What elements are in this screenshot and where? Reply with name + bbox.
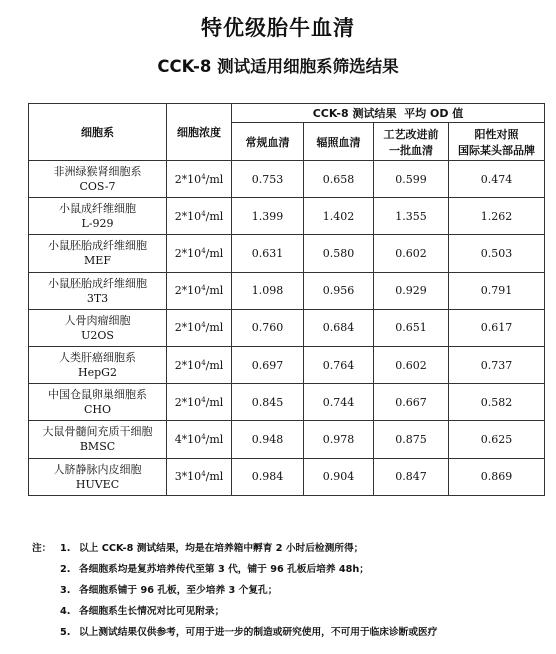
cell-line-cell — [29, 161, 167, 198]
concentration-unit: /ml — [205, 321, 224, 335]
od-value-cell: 0.684 — [304, 309, 374, 346]
concentration-cell — [167, 198, 232, 235]
note-number: 5. — [60, 627, 71, 638]
concentration-cell — [167, 161, 232, 198]
cell-line-code: BMSC — [79, 440, 116, 454]
table-row — [29, 458, 545, 495]
cell-line-cell — [29, 235, 167, 272]
concentration-exponent: 4 — [201, 246, 206, 255]
results-body — [29, 161, 545, 496]
note-item — [32, 559, 552, 580]
note-number: 2. — [60, 564, 71, 575]
od-value-cell: 0.956 — [304, 272, 374, 309]
od-value-cell: 0.753 — [232, 161, 304, 198]
concentration-exponent: 4 — [201, 172, 206, 181]
cell-line-code: MEF — [84, 254, 111, 268]
concentration-cell — [167, 384, 232, 421]
cell-line-cell — [29, 198, 167, 235]
od-value-cell: 0.631 — [232, 235, 304, 272]
page-title: 特优级胎牛血清 — [201, 16, 355, 40]
cell-line-code: L-929 — [81, 217, 114, 231]
od-value-cell: 0.667 — [374, 384, 449, 421]
od-value-cell: 0.760 — [232, 309, 304, 346]
cell-line-name: 人脐静脉内皮细胞 — [53, 462, 142, 476]
notes-prefix: 注： — [32, 543, 52, 554]
cell-line-name: 大鼠骨髓间充质干细胞 — [42, 425, 153, 439]
od-value-cell: 0.845 — [232, 384, 304, 421]
cell-line-code: HepG2 — [78, 366, 117, 380]
header-positive-control: 阳性对照 国际某头部品牌 — [449, 123, 545, 161]
od-value-cell: 0.503 — [449, 235, 545, 272]
note-text: 各细胞系生长情况对比可见附录； — [79, 606, 225, 617]
concentration-unit: /ml — [205, 395, 224, 409]
note-item — [32, 538, 552, 559]
od-value-cell: 0.580 — [304, 235, 374, 272]
table-row — [29, 421, 545, 458]
concentration-cell — [167, 309, 232, 346]
od-value-cell: 0.599 — [374, 161, 449, 198]
od-value-cell: 0.764 — [304, 346, 374, 383]
od-value-cell: 0.869 — [449, 458, 545, 495]
table-row — [29, 384, 545, 421]
cell-line-name: 中国仓鼠卵巢细胞系 — [48, 388, 147, 402]
header-regular-serum: 常规血清 — [232, 123, 304, 161]
header-pre-improvement-serum: 工艺改进前 一批血清 — [374, 123, 449, 161]
od-value-cell: 0.697 — [232, 346, 304, 383]
concentration-cell — [167, 272, 232, 309]
cell-line-cell — [29, 346, 167, 383]
cell-line-code: COS-7 — [79, 180, 116, 194]
od-value-cell: 0.791 — [449, 272, 545, 309]
od-value-cell: 0.737 — [449, 346, 545, 383]
note-number: 4. — [60, 606, 71, 617]
od-value-cell: 0.744 — [304, 384, 374, 421]
table-row — [29, 198, 545, 235]
note-item — [32, 601, 552, 622]
table-row — [29, 235, 545, 272]
od-value-cell: 0.948 — [232, 421, 304, 458]
concentration-base: 2*10 — [174, 172, 202, 186]
od-value-cell: 0.474 — [449, 161, 545, 198]
header-cell-line: 细胞系 — [29, 104, 167, 161]
od-value-cell: 0.602 — [374, 346, 449, 383]
concentration-exponent: 4 — [201, 284, 206, 293]
concentration-cell — [167, 421, 232, 458]
concentration-base: 2*10 — [174, 358, 202, 372]
od-value-cell: 0.602 — [374, 235, 449, 272]
concentration-base: 2*10 — [174, 395, 202, 409]
od-value-cell: 0.984 — [232, 458, 304, 495]
note-item — [32, 580, 552, 601]
cell-line-code: HUVEC — [75, 477, 120, 491]
od-value-cell: 0.617 — [449, 309, 545, 346]
concentration-base: 2*10 — [174, 284, 202, 298]
concentration-unit: /ml — [205, 470, 224, 484]
cell-line-name: 小鼠胚胎成纤维细胞 — [48, 239, 147, 253]
concentration-base: 2*10 — [174, 209, 202, 223]
note-number: 1. — [60, 543, 71, 554]
concentration-exponent: 4 — [201, 321, 206, 330]
note-text: 各细胞系铺于 96 孔板，至少培养 3 个复孔； — [79, 585, 278, 596]
header-irradiated-serum: 辐照血清 — [304, 123, 374, 161]
cell-line-code: U2OS — [81, 328, 114, 342]
results-table — [28, 103, 545, 496]
od-value-cell: 0.658 — [304, 161, 374, 198]
od-value-cell: 0.875 — [374, 421, 449, 458]
od-value-cell: 0.582 — [449, 384, 545, 421]
od-value-cell: 0.904 — [304, 458, 374, 495]
page-subtitle: CCK-8 测试适用细胞系筛选结果 — [157, 57, 399, 76]
concentration-unit: /ml — [205, 209, 224, 223]
od-value-cell: 0.929 — [374, 272, 449, 309]
header-concentration: 细胞浓度 — [167, 104, 232, 161]
cell-line-name: 人类肝癌细胞系 — [59, 351, 136, 365]
concentration-base: 3*10 — [174, 470, 202, 484]
concentration-unit: /ml — [205, 246, 224, 260]
concentration-unit: /ml — [205, 358, 224, 372]
table-row — [29, 272, 545, 309]
od-value-cell: 1.355 — [374, 198, 449, 235]
concentration-exponent: 4 — [201, 209, 206, 218]
cell-line-cell — [29, 458, 167, 495]
od-value-cell: 0.625 — [449, 421, 545, 458]
concentration-cell — [167, 235, 232, 272]
notes-section — [32, 538, 552, 643]
table-row — [29, 309, 545, 346]
note-item — [32, 622, 552, 643]
table-row — [29, 161, 545, 198]
concentration-cell — [167, 346, 232, 383]
concentration-base: 2*10 — [174, 321, 202, 335]
cell-line-code: 3T3 — [86, 291, 109, 305]
concentration-cell — [167, 458, 232, 495]
cell-line-cell — [29, 309, 167, 346]
cell-line-code: CHO — [83, 403, 112, 417]
concentration-base: 4*10 — [174, 432, 202, 446]
concentration-unit: /ml — [205, 432, 224, 446]
od-value-cell: 0.978 — [304, 421, 374, 458]
cell-line-name: 非洲绿猴肾细胞系 — [53, 165, 142, 179]
table-row — [29, 346, 545, 383]
concentration-base: 2*10 — [174, 246, 202, 260]
concentration-exponent: 4 — [201, 470, 206, 479]
cell-line-name: 小鼠胚胎成纤维细胞 — [48, 276, 147, 290]
note-number: 3. — [60, 585, 71, 596]
header-od-group: CCK-8 测试结果 平均 OD 值 — [232, 104, 545, 123]
od-value-cell: 0.847 — [374, 458, 449, 495]
concentration-exponent: 4 — [201, 358, 206, 367]
od-value-cell: 1.098 — [232, 272, 304, 309]
od-value-cell: 0.651 — [374, 309, 449, 346]
cell-line-cell — [29, 421, 167, 458]
concentration-exponent: 4 — [201, 432, 206, 441]
od-value-cell: 1.262 — [449, 198, 545, 235]
note-text: 以上测试结果仅供参考，可用于进一步的制造或研究使用，不可用于临床诊断或医疗 — [79, 627, 438, 638]
concentration-exponent: 4 — [201, 395, 206, 404]
cell-line-name: 小鼠成纤维细胞 — [59, 202, 136, 216]
cell-line-cell — [29, 272, 167, 309]
note-text: 以上 CCK-8 测试结果，均是在培养箱中孵育 2 小时后检测所得； — [79, 543, 364, 554]
cell-line-name: 人骨肉瘤细胞 — [64, 313, 131, 327]
od-value-cell: 1.402 — [304, 198, 374, 235]
note-text: 各细胞系均是复苏培养传代至第 3 代，铺于 96 孔板后培养 48h； — [79, 564, 369, 575]
cell-line-cell — [29, 384, 167, 421]
concentration-unit: /ml — [205, 172, 224, 186]
concentration-unit: /ml — [205, 284, 224, 298]
od-value-cell: 1.399 — [232, 198, 304, 235]
